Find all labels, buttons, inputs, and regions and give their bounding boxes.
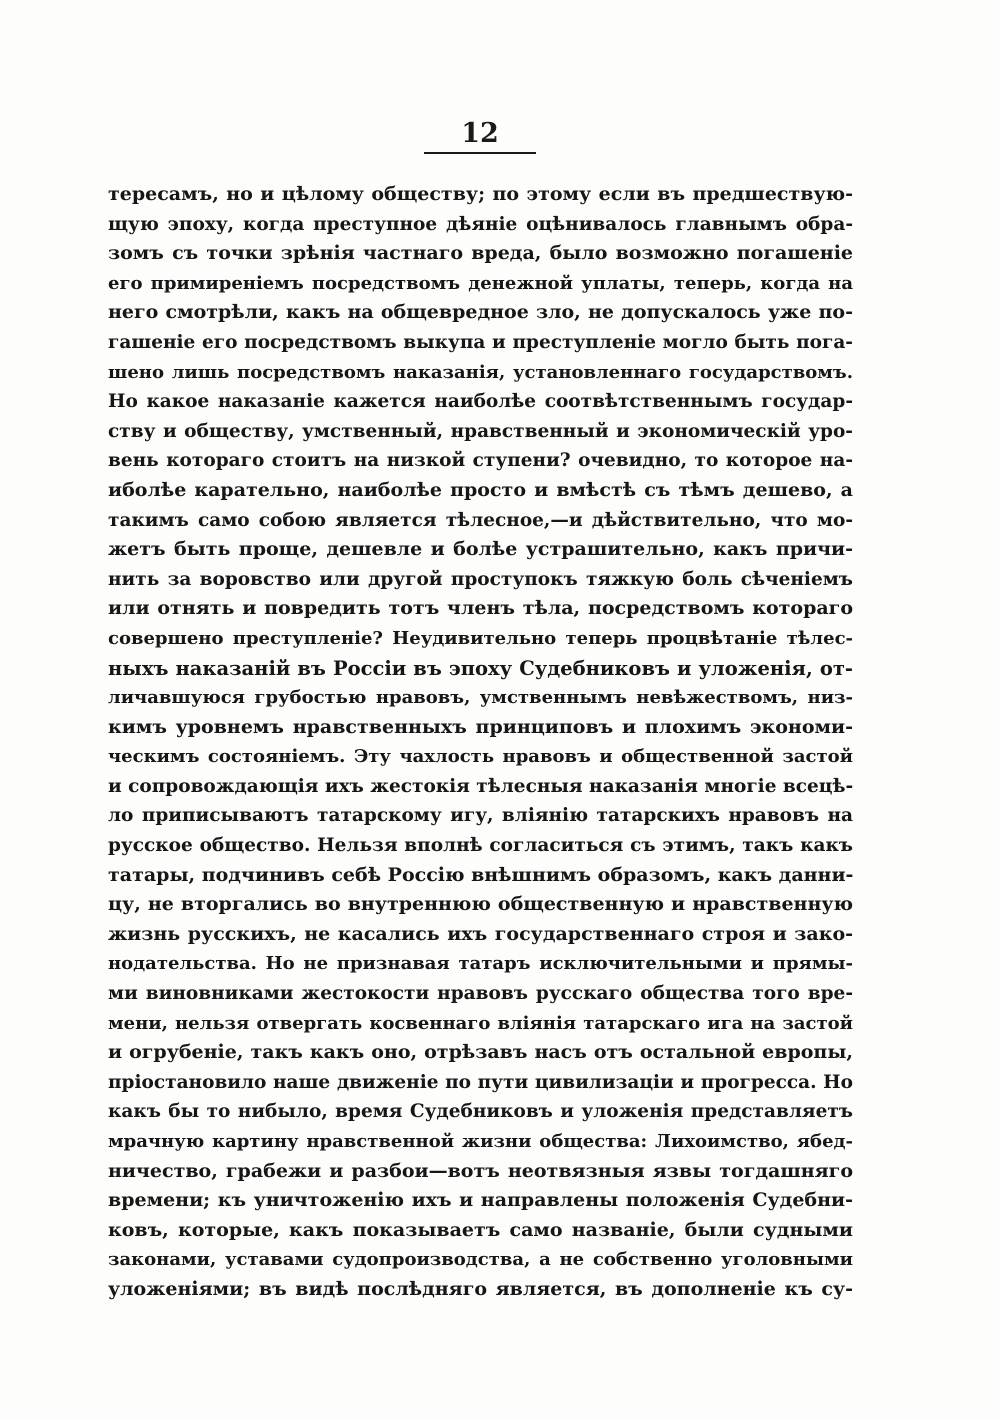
text-line: цу, не вторгались во внутреннюю общественную и нравственную: [108, 893, 853, 916]
text-line: щую эпоху, когда преступное дѣяніе оцѣнивалось главнымъ обра-: [108, 213, 853, 235]
text-line: его примиреніемъ посредствомъ денежной уплаты, теперь, когда на: [108, 272, 853, 294]
text-line: ныхъ наказаній въ Россіи въ эпоху Судебниковъ и уложенія, от-: [108, 656, 853, 680]
text-line: мени, нельзя отвергать косвеннаго вліянія татарскаго ига на застой: [108, 1012, 853, 1034]
text-line: тересамъ, но и цѣлому обществу; по этому если въ предшествую-: [108, 183, 853, 205]
text-line: ничество, грабежи и разбои—вотъ неотвязныя язвы тогдашняго: [108, 1159, 853, 1182]
text-line: и огрубеніе, такъ какъ оно, отрѣзавъ насъ отъ остальной европы,: [108, 1041, 853, 1064]
body-text: [108, 180, 853, 1305]
text-line: такимъ само собою является тѣлесное,—и дѣйствительно, что мо-: [108, 509, 853, 531]
text-line: русское общество. Нельзя вполнѣ согласиться съ этимъ, такъ какъ: [108, 835, 853, 857]
text-line: гашеніе его посредствомъ выкупа и преступленіе могло быть пога-: [108, 331, 853, 353]
text-line: Но какое наказаніе кажется наиболѣе соотвѣтственнымъ государ-: [108, 391, 853, 413]
text-line: кимъ уровнемъ нравственныхъ принциповъ и плохимъ экономи-: [108, 715, 853, 738]
text-line: зомъ съ точки зрѣнія частнаго вреда, было возможно погашеніе: [108, 242, 853, 265]
text-line: иболѣе карательно, наиболѣе просто и вмѣстѣ съ тѣмъ дешево, а: [108, 478, 853, 501]
text-line: нодательства. Но не признавая татаръ исключительными и прямы-: [108, 953, 853, 975]
text-line: татары, подчинивъ себѣ Россію внѣшнимъ образомъ, какъ данни-: [108, 863, 854, 886]
text-line: или отнять и повредить тотъ членъ тѣла, посредствомъ котораго: [108, 597, 853, 620]
text-line: законами, уставами судопроизводства, а не собственно уголовными: [108, 1249, 853, 1271]
text-line: времени; къ уничтоженію ихъ и направлены положенія Судебни-: [108, 1189, 853, 1212]
text-line: уложеніями; въ видѣ послѣдняго является, въ дополненіе къ су-: [108, 1277, 853, 1300]
text-line: личавшуюся грубостью нравовъ, умственнымъ невѣжествомъ, низ-: [108, 687, 853, 709]
text-line: совершено преступленіе? Неудивительно теперь процвѣтаніе тѣлес-: [108, 627, 853, 649]
text-line: ству и обществу, умственный, нравственный и экономическій уро-: [108, 420, 853, 442]
text-line: жетъ быть проще, дешевле и болѣе устрашительно, какъ причи-: [108, 538, 853, 561]
text-line: ло приписываютъ татарскому игу, вліянію татарскихъ нравовъ на: [108, 805, 853, 827]
text-line: какъ бы то нибыло, время Судебниковъ и уложенія представляетъ: [108, 1101, 853, 1123]
text-line: него смотрѣли, какъ на общевредное зло, не допускалось уже по-: [108, 301, 853, 324]
page-number: 12: [461, 118, 499, 149]
text-line: и сопровождающія ихъ жестокія тѣлесныя наказанія многіе всецѣ-: [108, 775, 854, 797]
text-line: мрачную картину нравственной жизни общества: Лихоимство, ябед-: [108, 1131, 853, 1152]
text-line: ми виновниками жестокости нравовъ русскаго общества того вре-: [108, 983, 853, 1005]
text-line: жизнь русскихъ, не касались ихъ государственнаго строя и зако-: [108, 922, 853, 945]
text-line: нить за воровство или другой проступокъ тяжкую боль сѣченіемъ: [108, 568, 853, 590]
page-number-rule: [424, 152, 536, 154]
text-line: ковъ, которые, какъ показываетъ само названіе, были судными: [108, 1218, 853, 1241]
text-line: ческимъ состояніемъ. Эту чахлость нравовъ и общественной застой: [108, 746, 853, 768]
text-line: вень котораго стоитъ на низкой ступени? очевидно, то которое на-: [108, 450, 853, 472]
text-line: шено лишь посредствомъ наказанія, установленнаго государствомъ.: [108, 361, 853, 383]
text-line: пріостановило наше движеніе по пути цивилизаціи и прогресса. Но: [108, 1071, 853, 1093]
